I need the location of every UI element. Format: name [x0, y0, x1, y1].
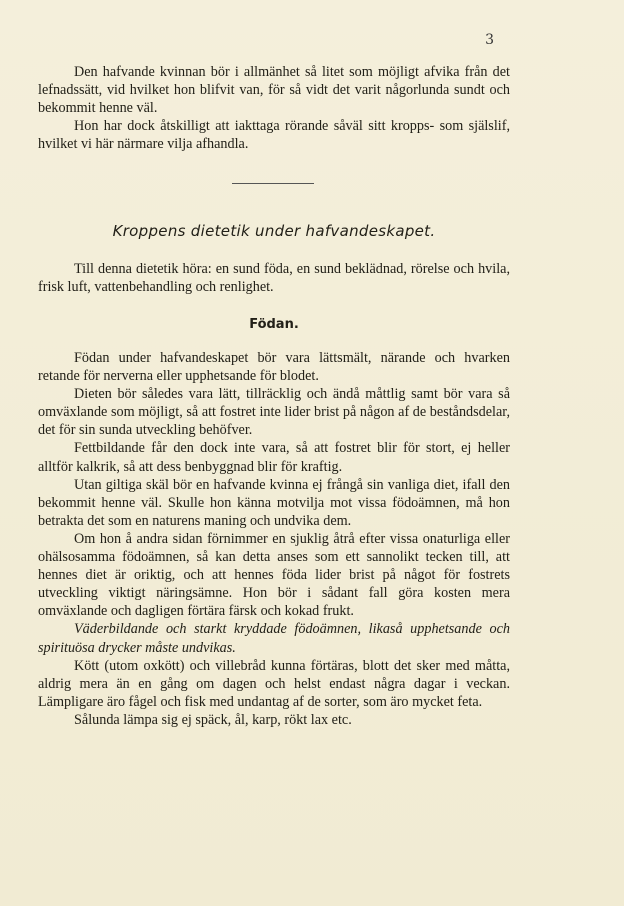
paragraph: Fettbildande får den dock inte vara, så att fostret blir för stort, ej heller alltför kalkrik, så att dess benbyggnad blir för kraftig. — [38, 440, 510, 475]
paragraph: Om hon å andra sidan förnimmer en sjuklig åtrå efter vissa onaturliga eller ohälsosamma födoämnen, så kan detta anses som ett sannolikt tecken till, att hennes diet är oriktig, och att hennes föda lider brist på något för fostrets utveckling viktigt näringsämne. Hon bör i sådant fall göra kosten mera omväxlande och dagligen förtära färsk och kokad frukt. — [38, 530, 510, 620]
paragraph: Hon har dock åtskilligt att iakttaga rörande såväl sitt kropps- som själslif, hvilket vi här närmare vilja afhandla. — [38, 118, 510, 153]
section-text — [38, 260, 510, 296]
paragraph: Den hafvande kvinnan bör i allmänhet så litet som möjligt afvika från det lefnadssätt, vid hvilket hon blifvit van, för så vidt det varit någorlunda sundt och bekommit henne väl. — [38, 64, 510, 117]
paragraph: Födan under hafvandeskapet bör vara lättsmält, närande och hvarken retande för nerverna eller upphetsande för blodet. — [38, 350, 510, 385]
section-heading: Kroppens dietetik under hafvandeskapet. — [112, 222, 436, 240]
paragraph: Kött (utom oxkött) och villebråd kunna förtäras, blott det sker med måtta, aldrig mera än en gång om dagen och helst endast några dagar i veckan. Lämpligare äro fågel och fisk med undantag af de sorter, som äro mycket feta. — [38, 657, 510, 710]
page-number: 3 — [485, 32, 494, 48]
paragraph: Till denna dietetik höra: en sund föda, en sund beklädnad, rörelse och hvila, frisk luft, vattenbehandling och renlighet. — [38, 261, 510, 296]
subsection-heading: Födan. — [249, 317, 299, 332]
paragraph-italic: Väderbildande och starkt kryddade födoämnen, likaså upphetsande och spirituösa drycker måste undvikas. — [38, 621, 510, 656]
subsection-text — [38, 349, 510, 729]
paragraph: Dieten bör således vara lätt, tillräcklig och ändå måttlig samt bör vara så omväxlande som möjligt, så att fostret inte lider brist på någon af de beståndsdelar, det för sin sunda utveckling behöfver. — [38, 386, 510, 439]
paragraph: Sålunda lämpa sig ej späck, ål, karp, rökt lax etc. — [74, 711, 352, 728]
paragraph: Utan giltiga skäl bör en hafvande kvinna ej frångå sin vanliga diet, ifall den bekommit henne väl. Skulle hon känna motvilja mot vissa födoämnen, må hon betrakta det som en naturens maning och undvika dem. — [38, 476, 510, 529]
section-divider — [232, 183, 314, 184]
intro-text — [38, 63, 510, 153]
